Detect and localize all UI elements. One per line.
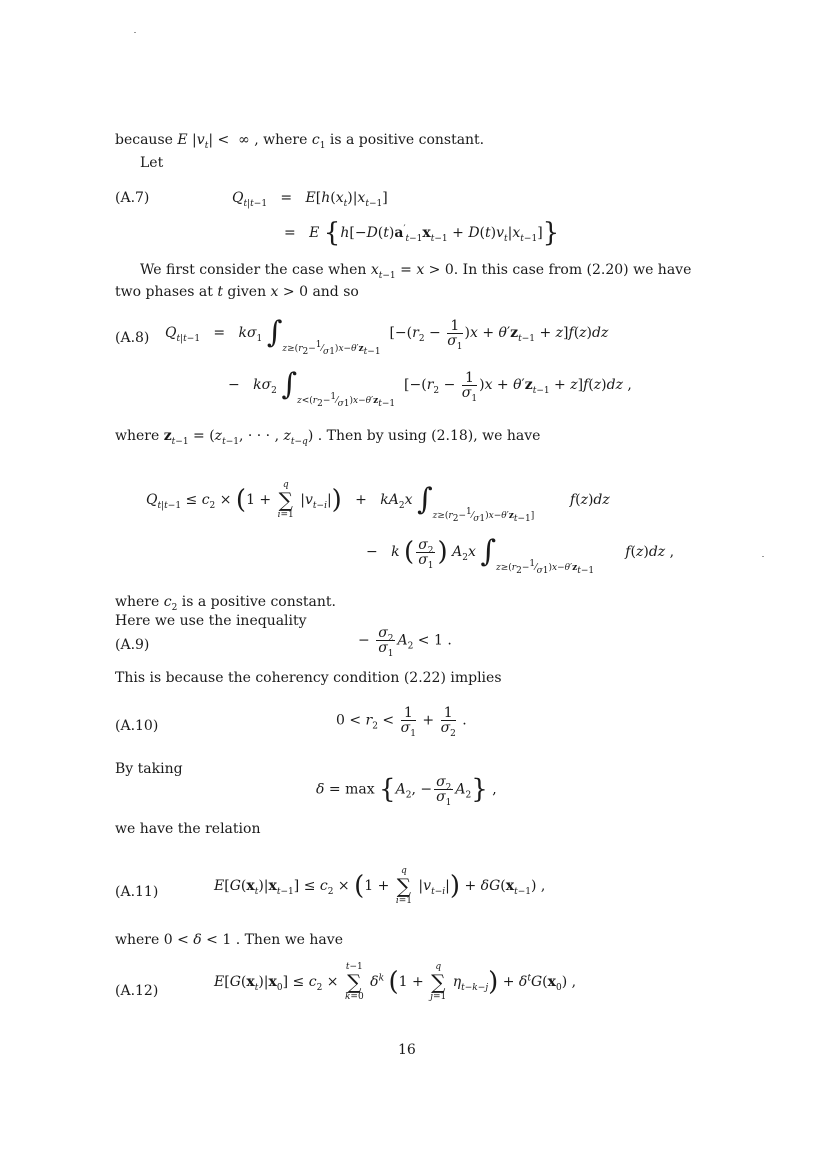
text-here-inequality: Here we use the inequality	[115, 613, 307, 629]
equation-q-bound-line1: $Q_{t|t-1} \le c_2 \times (1$ + q ∑ i=1 $|v_{t-i}|) + kA_2x$ $\int_{z\ge(r_2-^1⁄_{\sigma 1})x-\theta'z_{t-1}]}$ f(z)dz	[146, 480, 610, 524]
page-number: 16	[398, 1042, 416, 1058]
equation-a8-line2: − $k\sigma_2$ $\int_{z<(r_2-^1⁄_{\sigma 1})x-\theta'z_{t-1}}$ [$-(r_2$ − $\frac{1}{\sigma_1}$ )$x + \theta'z_{t-1} + z]f(z)dz$ ,	[228, 367, 632, 409]
equation-q-bound-line2: − k ( $\frac{\sigma_2}{\sigma_1}$ ) $A_2x$ $\int_{z\ge(r_2-^1⁄_{\sigma 1})x-\theta'z_{t-1}}$ f(z)dz ,	[366, 534, 675, 576]
equation-label-a9: (A.9)	[115, 637, 150, 653]
scan-speck	[134, 32, 136, 33]
text-coherency: This is because the coherency condition (2.22) implies	[115, 670, 502, 686]
equation-a7-line1: $Q_{t|t-1} = E[h(x_t)|x_{t-1}]$	[232, 190, 388, 209]
equation-label-a12: (A.12)	[115, 983, 159, 999]
text-by-taking: By taking	[115, 761, 183, 777]
equation-label-a7: (A.7)	[115, 190, 150, 206]
equation-label-a10: (A.10)	[115, 718, 159, 734]
text-where-z: where $z_{t-1} = (z_{t-1}$, · · · , $z_{t-q}$) . Then by using (2.18), we have	[115, 428, 541, 447]
scan-speck	[762, 556, 764, 557]
equation-a12: $E[G(x_t)|x_0] \le c_2$ × t−1 ∑ k=0 $\delta^k$ (1 + q ∑ j=1 $\eta_{t-k-j}) + \delta^tG(x_0)$ ,	[214, 962, 577, 1002]
equation-delta-def: $\delta = \max \{A_2$, − $\frac{\sigma_2}{\sigma_1}$ $A_2$} ,	[316, 774, 497, 808]
text-where-delta: where 0 < δ < 1 . Then we have	[115, 932, 343, 948]
text-two-phases: two phases at t given x > 0 and so	[115, 284, 359, 300]
text-where-c2: where $c_2$ is a positive constant.	[115, 594, 336, 613]
equation-a10: $0 < r_2$ < $\frac{1}{\sigma_1}$ + $\frac{1}{\sigma_2}$ .	[336, 705, 467, 739]
equation-label-a11: (A.11)	[115, 884, 159, 900]
text-first-case: We first consider the case when $x_{t-1} = x > 0$. In this case from (2.20) we have	[140, 262, 692, 281]
text-line-let: Let	[140, 155, 164, 171]
equation-label-a8: (A.8)	[115, 330, 150, 346]
equation-a7-line2: = E $\{h[-D(t)a'_{t-1}x_{t-1} + D(t)v_t|x_{t-1}]\}$	[284, 218, 560, 248]
equation-a8-line1: $Q_{t|t-1} = k\sigma_1$ $\int_{z\ge(r_2-^1⁄_{\sigma 1})x-\theta'z_{t-1}}$ [$-(r_2$ − $\frac{1}{\sigma_1}$ )$x + \theta'z_{t-1} + z]f(z)dz$	[165, 315, 609, 357]
text-line-because: because E $|v_t|$ < ∞ , where $c_1$ is a positive constant.	[115, 132, 485, 151]
equation-a9: − $\frac{\sigma_2}{\sigma_1}$ $A_2 < 1$ .	[358, 625, 452, 659]
text-relation: we have the relation	[115, 821, 261, 837]
equation-a11: $E[G(x_t)|x_{t-1}] \le c_2 \times (1$ + q ∑ i=1 $|v_{t-i}|) + \delta G(x_{t-1})$ ,	[214, 866, 546, 906]
